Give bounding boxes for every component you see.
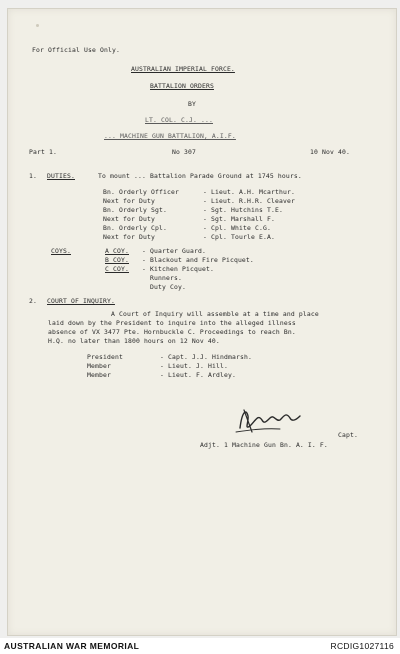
coy-name: B COY.	[105, 256, 129, 264]
duty-name: - Sgt. Hutchins T.E.	[203, 206, 283, 214]
commander-line: LT. COL. C.J. ...	[145, 116, 213, 124]
coy-task: Runners.	[150, 274, 182, 282]
section-heading: DUTIES.	[47, 172, 75, 180]
duty-role: Bn. Orderly Officer	[103, 188, 179, 196]
member-name: - Lieut. J. Hill.	[160, 362, 228, 370]
duty-role: Next for Duty	[103, 197, 155, 205]
handwritten-signature	[230, 402, 320, 436]
paragraph-line: absence of VX 3477 Pte. Hornbuckle C. Proceedings to reach Bn.	[48, 328, 296, 336]
record-id: RCDIG1027116	[330, 641, 394, 651]
part-label: Part 1.	[29, 148, 57, 156]
battalion-line: ... MACHINE GUN BATTALION, A.I.F.	[104, 132, 236, 140]
coy-name: A COY.	[105, 247, 129, 255]
paragraph-line: A Court of Inquiry will assemble at a time and place	[111, 310, 319, 318]
member-role: Member	[87, 371, 111, 379]
section-heading: COURT OF INQUIRY.	[47, 297, 115, 305]
coy-name: C COY.	[105, 265, 129, 273]
duty-role: Bn. Orderly Cpl.	[103, 224, 167, 232]
duty-name: - Lieut. R.H.R. Cleaver	[203, 197, 295, 205]
duty-name: - Cpl. White C.G.	[203, 224, 271, 232]
coy-task: - Quarter Guard.	[142, 247, 206, 255]
section-number: 1.	[29, 172, 37, 180]
orders-title: BATTALION ORDERS	[150, 82, 214, 90]
paragraph-line: laid down by the President to inquire into the alleged illness	[48, 319, 296, 327]
signature-title: Adjt. 1 Machine Gun Bn. A. I. F.	[200, 441, 328, 449]
coy-task: - Kitchen Picquet.	[142, 265, 214, 273]
coy-task: Duty Coy.	[150, 283, 186, 291]
by-line: BY	[188, 100, 196, 108]
member-role: Member	[87, 362, 111, 370]
order-number: No 307	[172, 148, 196, 156]
signature-rank: Capt.	[338, 431, 358, 439]
member-role: President	[87, 353, 123, 361]
punch-mark	[36, 24, 39, 27]
duty-role: Bn. Orderly Sgt.	[103, 206, 167, 214]
archive-footer	[0, 638, 400, 654]
coys-label: COYS.	[51, 247, 71, 255]
coy-task: - Blackout and Fire Picquet.	[142, 256, 254, 264]
archive-name: AUSTRALIAN WAR MEMORIAL	[4, 641, 140, 651]
duty-name: - Cpl. Tourle E.A.	[203, 233, 275, 241]
paragraph-line: H.Q. no later than 1800 hours on 12 Nov 40.	[48, 337, 220, 345]
classification-line: For Official Use Only.	[32, 46, 120, 54]
force-title: AUSTRALIAN IMPERIAL FORCE.	[131, 65, 235, 73]
duty-role: Next for Duty	[103, 215, 155, 223]
order-date: 10 Nov 40.	[310, 148, 350, 156]
member-name: - Lieut. F. Ardley.	[160, 371, 236, 379]
duty-name: - Lieut. A.H. Mcarthur.	[203, 188, 295, 196]
section-number: 2.	[29, 297, 37, 305]
section-intro: To mount ... Battalion Parade Ground at 1745 hours.	[98, 172, 302, 180]
duty-role: Next for Duty	[103, 233, 155, 241]
member-name: - Capt. J.J. Hindmarsh.	[160, 353, 252, 361]
duty-name: - Sgt. Marshall F.	[203, 215, 275, 223]
